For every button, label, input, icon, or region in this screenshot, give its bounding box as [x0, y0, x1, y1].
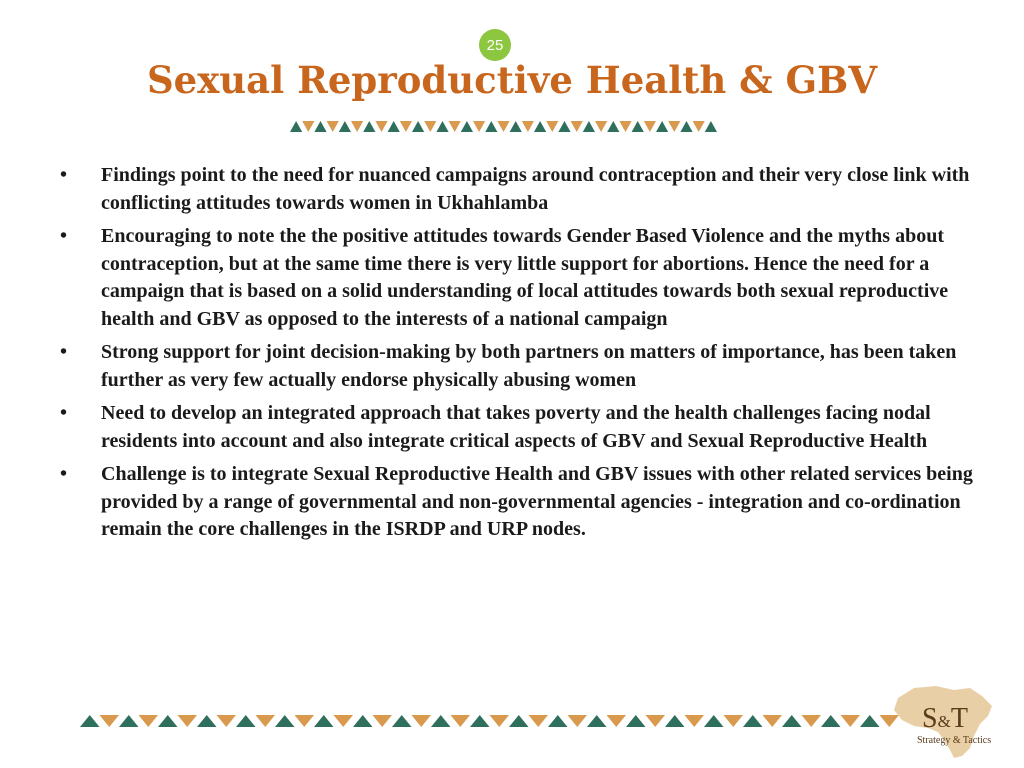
bullet-text: Encouraging to note the the positive attitudes towards Gender Based Violence and the myths about contraception, but at the same time there is very little support for abortions. Hence the need for a campaign that is based on a solid understanding of local attitudes towards both sexual reproductive health and GBV as opposed to the interests of a national campaign — [101, 225, 949, 330]
triangle-up-icon — [509, 715, 529, 727]
triangle-up-icon — [388, 121, 400, 132]
triangle-down-icon — [178, 715, 198, 727]
bullet-item — [60, 339, 980, 394]
triangle-up-icon — [236, 715, 256, 727]
triangle-down-icon — [375, 121, 387, 132]
triangle-down-icon — [100, 715, 120, 727]
triangle-down-icon — [490, 715, 510, 727]
bullet-item — [60, 223, 980, 333]
triangle-down-icon — [529, 715, 549, 727]
triangle-down-icon — [497, 121, 509, 132]
triangle-up-icon — [860, 715, 880, 727]
triangle-up-icon — [626, 715, 646, 727]
triangle-up-icon — [275, 715, 295, 727]
triangle-down-icon — [763, 715, 783, 727]
triangle-up-icon — [363, 121, 375, 132]
triangle-up-icon — [743, 715, 763, 727]
logo-initial-t: T — [950, 703, 968, 734]
triangle-up-icon — [587, 715, 607, 727]
triangle-down-icon — [522, 121, 534, 132]
bullet-item — [60, 461, 980, 544]
triangle-up-icon — [119, 715, 139, 727]
triangle-up-icon — [510, 121, 522, 132]
triangle-down-icon — [302, 121, 314, 132]
triangle-up-icon — [339, 121, 351, 132]
decorative-triangle-border-bottom — [80, 715, 900, 727]
triangle-up-icon — [704, 715, 724, 727]
bullet-item — [60, 162, 980, 217]
triangle-down-icon — [644, 121, 656, 132]
triangle-up-icon — [705, 121, 717, 132]
triangle-up-icon — [461, 121, 473, 132]
triangle-up-icon — [314, 715, 334, 727]
triangle-down-icon — [412, 715, 432, 727]
triangle-down-icon — [595, 121, 607, 132]
bullet-icon: • — [60, 225, 68, 247]
triangle-up-icon — [197, 715, 217, 727]
triangle-up-icon — [290, 121, 302, 132]
triangle-down-icon — [724, 715, 744, 727]
bullet-icon: • — [60, 463, 68, 485]
triangle-up-icon — [607, 121, 619, 132]
triangle-up-icon — [80, 715, 100, 727]
triangle-up-icon — [470, 715, 490, 727]
bullet-icon: • — [60, 402, 68, 424]
triangle-down-icon — [449, 121, 461, 132]
logo-tagline: Strategy & Tactics — [917, 735, 992, 746]
triangle-down-icon — [693, 121, 705, 132]
decorative-triangle-border-top — [290, 121, 726, 132]
triangle-down-icon — [619, 121, 631, 132]
triangle-up-icon — [656, 121, 668, 132]
triangle-up-icon — [436, 121, 448, 132]
triangle-up-icon — [158, 715, 178, 727]
triangle-down-icon — [400, 121, 412, 132]
triangle-up-icon — [558, 121, 570, 132]
triangle-down-icon — [607, 715, 627, 727]
triangle-up-icon — [353, 715, 373, 727]
bullet-text: Findings point to the need for nuanced campaigns around contraception and their very close link with conflicting attitudes towards women in Ukhahlamba — [101, 164, 970, 214]
triangle-up-icon — [534, 121, 546, 132]
bullet-text: Strong support for joint decision-making by both partners on matters of importance, has been taken further as very few actually endorse physically abusing women — [101, 341, 957, 391]
bullet-list — [60, 162, 980, 550]
slide-title: Sexual Reproductive Health & GBV — [146, 58, 878, 102]
triangle-up-icon — [632, 121, 644, 132]
triangle-down-icon — [802, 715, 822, 727]
triangle-up-icon — [314, 121, 326, 132]
triangle-down-icon — [256, 715, 276, 727]
triangle-down-icon — [685, 715, 705, 727]
triangle-up-icon — [392, 715, 412, 727]
triangle-down-icon — [351, 121, 363, 132]
triangle-up-icon — [485, 121, 497, 132]
bullet-icon: • — [60, 341, 68, 363]
logo-initials — [922, 703, 968, 735]
triangle-down-icon — [646, 715, 666, 727]
bullet-item — [60, 400, 980, 455]
bullet-icon: • — [60, 164, 68, 186]
triangle-up-icon — [665, 715, 685, 727]
triangle-up-icon — [431, 715, 451, 727]
triangle-down-icon — [424, 121, 436, 132]
triangle-down-icon — [295, 715, 315, 727]
bullet-text: Challenge is to integrate Sexual Reproductive Health and GBV issues with other related services being provided by a range of governmental and non-governmental agencies - integration and co-ordination remain the core challenges in the ISRDP and URP nodes. — [101, 463, 973, 540]
triangle-down-icon — [841, 715, 861, 727]
triangle-down-icon — [139, 715, 159, 727]
logo-initial-s: S — [922, 703, 938, 734]
triangle-up-icon — [412, 121, 424, 132]
triangle-up-icon — [680, 121, 692, 132]
triangle-down-icon — [217, 715, 237, 727]
triangle-down-icon — [571, 121, 583, 132]
triangle-up-icon — [583, 121, 595, 132]
bullet-text: Need to develop an integrated approach that takes poverty and the health challenges facing nodal residents into account and also integrate critical aspects of GBV and Sexual Reproductive Health — [101, 402, 931, 452]
triangle-down-icon — [546, 121, 558, 132]
triangle-down-icon — [568, 715, 588, 727]
triangle-down-icon — [373, 715, 393, 727]
triangle-up-icon — [821, 715, 841, 727]
triangle-up-icon — [548, 715, 568, 727]
triangle-down-icon — [668, 121, 680, 132]
page-number-badge: 25 — [479, 29, 511, 61]
triangle-up-icon — [782, 715, 802, 727]
triangle-down-icon — [334, 715, 354, 727]
triangle-down-icon — [473, 121, 485, 132]
triangle-down-icon — [451, 715, 471, 727]
logo-ampersand: & — [937, 712, 951, 731]
triangle-down-icon — [327, 121, 339, 132]
